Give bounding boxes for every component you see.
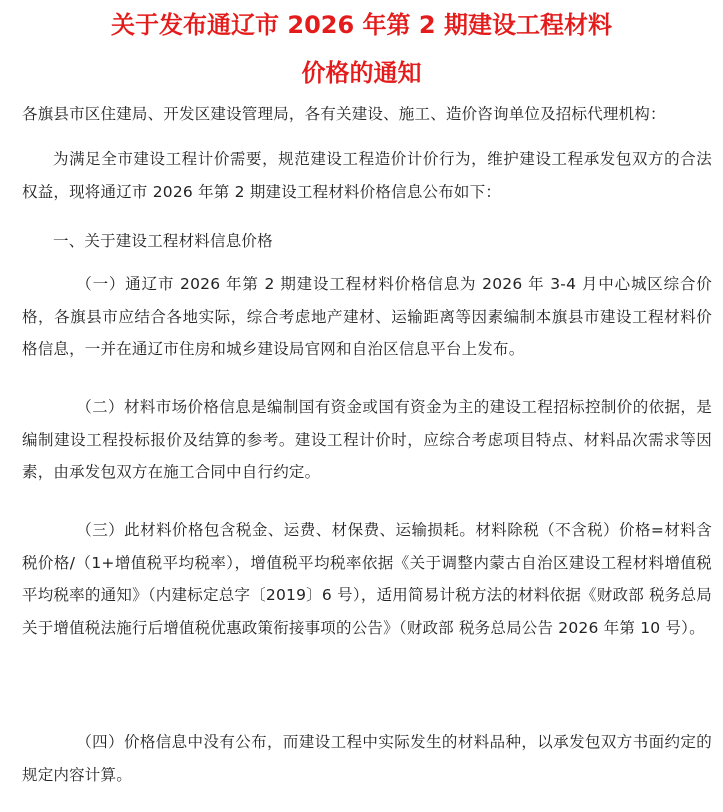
section-heading: 一、关于建设工程材料信息价格 — [53, 232, 273, 250]
item-paragraph-2: （二）材料市场价格信息是编制国有资金或国有资金为主的建设工程招标控制价的依据，是编制建设工程投标报价及结算的参考。建设工程计价时，应综合考虑项目特点、材料品次需求等因素，由承发包双方在施工合同中自行约定。 — [22, 398, 712, 481]
item-paragraph-1: （一）通辽市 2026 年第 2 期建设工程材料价格信息为 2026 年 3-4 月中心城区综合价格，各旗县市应结合各地实际，综合考虑地产建材、运输距离等因素编制本旗县市建设工程材料价格信息，一并在通辽市住房和城乡建设局官网和自治区信息平台上发布。 — [22, 275, 712, 358]
document-title-line1: 关于发布通辽市 2026 年第 2 期建设工程材料 — [111, 11, 612, 39]
item-paragraph-4: （四）价格信息中没有公布，而建设工程中实际发生的材料品种，以承发包双方书面约定的规定内容计算。 — [22, 733, 712, 784]
salutation: 各旗县市区住建局、开发区建设管理局，各有关建设、施工、造价咨询单位及招标代理机构： — [22, 105, 666, 123]
document-title-line2: 价格的通知 — [301, 59, 422, 87]
item-paragraph-3: （三）此材料价格包含税金、运费、材保费、运输损耗。材料除税（不含税）价格=材料含税价格/（1+增值税平均税率），增值税平均税率依据《关于调整内蒙古自治区建设工程材料增值税平均税率的通知》（内建标定总字〔2019〕6 号），适用简易计税方法的材料依据《财政部 税务总局关于增值税法施行后增值税优惠政策衔接事项的公告》（财政部 税务总局公告 2026 年第 10 号）。 — [22, 521, 712, 637]
intro-paragraph: 为满足全市建设工程计价需要，规范建设工程造价计价行为，维护建设工程承发包双方的合法权益，现将通辽市 2026 年第 2 期建设工程材料价格信息公布如下： — [22, 150, 712, 201]
